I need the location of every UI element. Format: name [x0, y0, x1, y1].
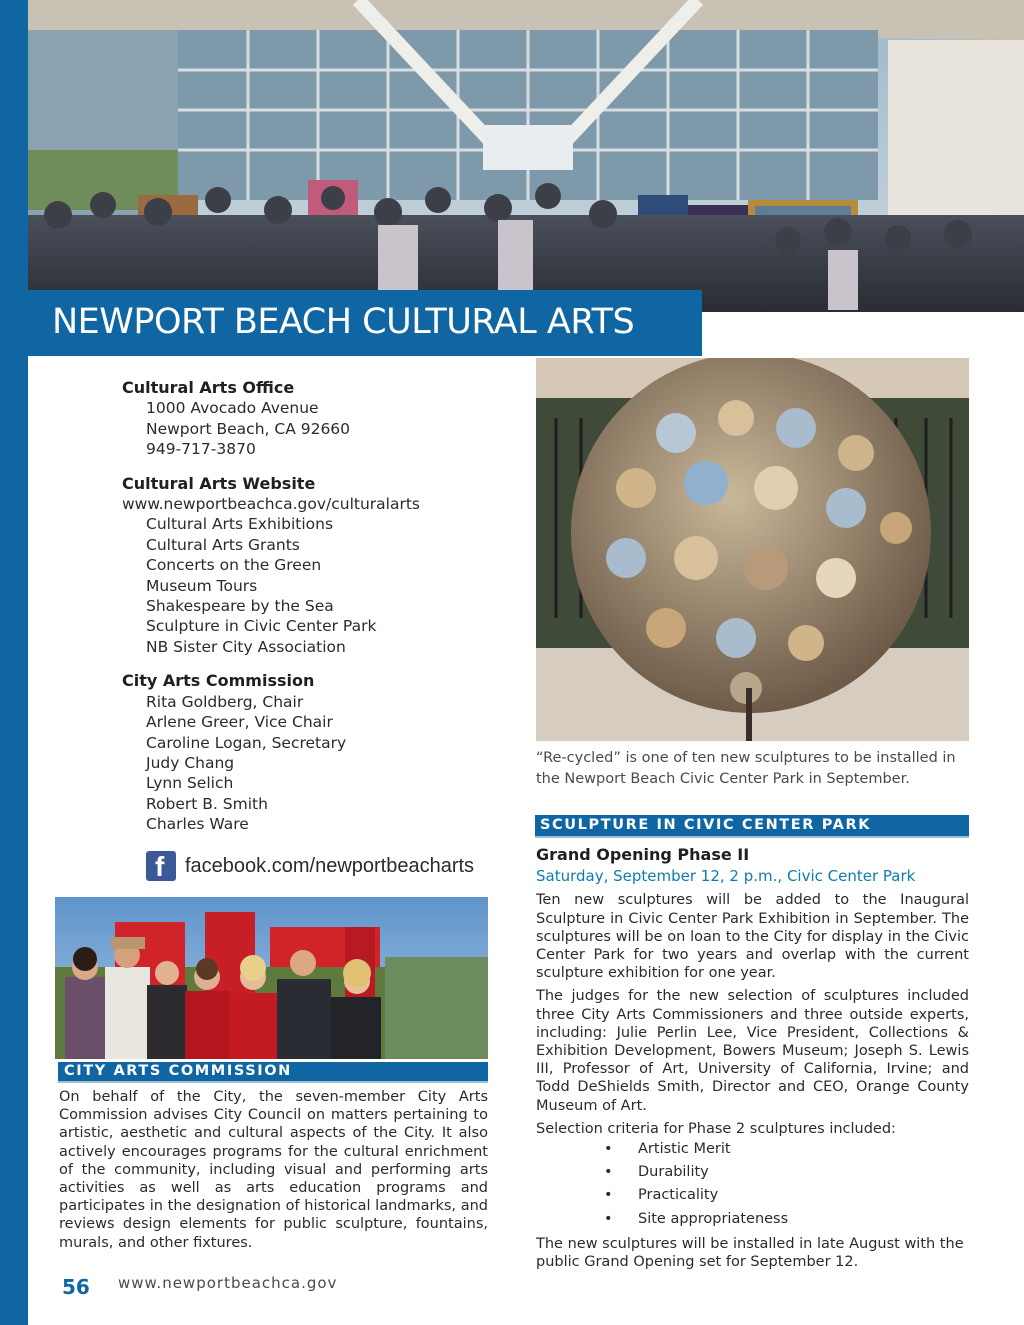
event-date-line: Saturday, September 12, 2 p.m., Civic Center Park: [536, 867, 916, 886]
criteria-item: • Practicality: [604, 1184, 969, 1207]
sculpture-paragraph: The judges for the new selection of sculptures included three City Arts Commissioners and three outside experts, including: Julie Perlin Lee, Vice President, Collections & Exhibition Development, Bowers Museum; Joseph S. Lewis III, Professor of Art, University of California, Irvine; and Todd DeShields Smith, Director and CEO, Orange County Museum of Art.: [536, 988, 969, 1114]
sculpture-photo-recycled: [536, 358, 969, 741]
office-address-line: 1000 Avocado Avenue: [146, 399, 319, 418]
website-item: Concerts on the Green: [146, 556, 322, 575]
commission-member: Rita Goldberg, Chair: [146, 692, 304, 711]
commission-member: Arlene Greer, Vice Chair: [146, 713, 333, 732]
website-item: Sculpture in Civic Center Park: [146, 617, 377, 636]
criteria-list: [536, 1138, 969, 1231]
commission-group-photo: [55, 897, 488, 1059]
info-column: [122, 378, 502, 835]
criteria-intro: Selection criteria for Phase 2 sculptures included:: [536, 1120, 896, 1137]
sculpture-section-heading: SCULPTURE IN CIVIC CENTER PARK: [535, 815, 969, 838]
page-title: NEWPORT BEACH CULTURAL ARTS: [52, 302, 635, 342]
page-number: 56: [62, 1275, 90, 1299]
facebook-link[interactable]: [146, 851, 474, 881]
commission-members-heading: City Arts Commission: [122, 671, 315, 691]
commission-member: Robert B. Smith: [146, 794, 268, 813]
sculpture-section-body: [536, 846, 969, 1276]
office-heading: Cultural Arts Office: [122, 378, 295, 397]
criteria-item: • Site appropriateness: [604, 1208, 969, 1231]
commission-member: Lynn Selich: [146, 774, 234, 793]
hero-photo-art-exhibition: [28, 0, 1024, 312]
website-item: Cultural Arts Grants: [146, 535, 300, 554]
sculpture-caption: “Re-cycled” is one of ten new sculptures to be installed in the Newport Beach Civic Center Park in September.: [536, 750, 956, 787]
facebook-icon: f: [146, 851, 176, 881]
office-phone: 949-717-3870: [146, 440, 256, 459]
criteria-item: • Artistic Merit: [604, 1138, 969, 1161]
website-heading: Cultural Arts Website: [122, 473, 316, 493]
commission-member: Caroline Logan, Secretary: [146, 733, 347, 752]
left-accent-bar: [0, 0, 28, 1325]
commission-member: Judy Chang: [146, 753, 235, 772]
footer-url[interactable]: www.newportbeachca.gov: [118, 1274, 338, 1292]
website-item: Cultural Arts Exhibitions: [146, 515, 334, 534]
sculpture-closing: The new sculptures will be installed in late August with the public Grand Opening set for September 12.: [536, 1235, 964, 1271]
office-address-line: Newport Beach, CA 92660: [146, 419, 351, 438]
sculpture-paragraph: Ten new sculptures will be added to the Inaugural Sculpture in Civic Center Park Exhibition in September. The sculptures will be on loan to the City for display in the Civic Center Park for two years and overlap with the current sculpture exhibition for one year.: [536, 892, 969, 982]
commission-section-heading: CITY ARTS COMMISSION: [58, 1062, 488, 1083]
sculpture-subheading: Grand Opening Phase II: [536, 845, 750, 864]
facebook-label: facebook.com/newportbeacharts: [185, 854, 475, 877]
commission-member: Charles Ware: [146, 815, 249, 834]
commission-description: On behalf of the City, the seven-member City Arts Commission advises City Council on matters pertaining to artistic, aesthetic and cultural aspects of the City. It also actively encourages programs for the cultural enrichment of the community, including visual and performing arts activities as well as arts education programs and participates in the designation of historical landmarks, and reviews design elements for public sculpture, fountains, murals, and other fixtures.: [59, 1089, 488, 1251]
website-item: NB Sister City Association: [146, 637, 346, 656]
criteria-item: • Durability: [604, 1161, 969, 1184]
website-item: Museum Tours: [146, 576, 258, 595]
website-item: Shakespeare by the Sea: [146, 597, 334, 616]
title-band: [28, 290, 702, 356]
website-url: www.newportbeachca.gov/culturalarts: [122, 495, 420, 514]
